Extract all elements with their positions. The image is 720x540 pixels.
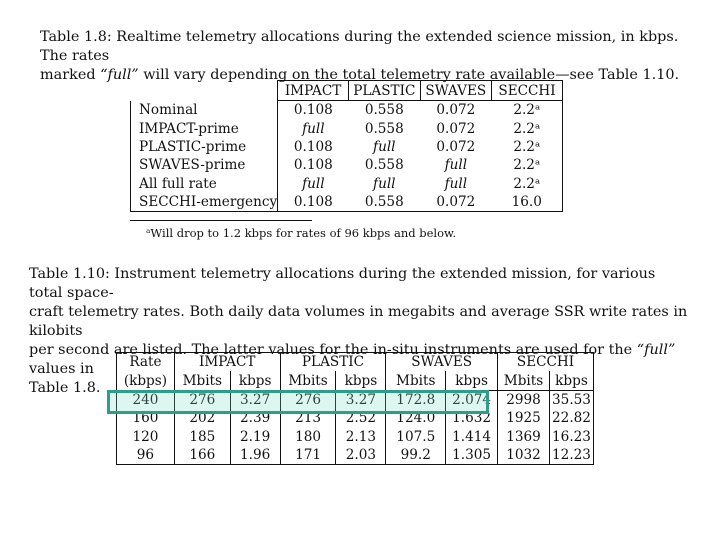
- table-cell: 2.19: [230, 428, 280, 446]
- row-label: All full rate: [131, 175, 278, 193]
- table-cell: 12.23: [552, 447, 591, 464]
- table-cell: 2.2ᵃ: [492, 156, 563, 174]
- table-cell: 0.072: [420, 193, 491, 212]
- table-row: [117, 390, 594, 409]
- caption-line: craft telemetry rates. Both daily data volumes in megabits and average SSR write rates in kilobits: [29, 304, 688, 339]
- table-row: [131, 138, 563, 156]
- caption-emphasis: “full”: [100, 67, 139, 83]
- footnote-rule: [130, 220, 312, 221]
- table-cell: 0.558: [364, 102, 404, 119]
- column-subheader: Mbits: [498, 371, 550, 390]
- table-cell: 2.2ᵃ: [492, 138, 563, 156]
- table-cell: 124.0: [386, 409, 446, 427]
- table-cell: full: [302, 120, 325, 137]
- table-cell: 2.074: [446, 390, 498, 409]
- caption-line: Table 1.8: Realtime telemetry allocations during the extended science mission, in kbps. The rates: [40, 29, 679, 64]
- table-cell: 276: [280, 390, 336, 409]
- table-cell: 99.2: [386, 446, 446, 465]
- table-cell: 1925: [498, 409, 550, 427]
- column-header: IMPACT: [278, 81, 349, 101]
- column-subheader: kbps: [230, 371, 280, 390]
- table-row: [131, 119, 563, 137]
- row-label: SWAVES-prime: [131, 156, 278, 174]
- table-cell: 22.82: [552, 410, 591, 427]
- column-group-header: PLASTIC: [280, 353, 386, 372]
- table-1-10: [116, 352, 594, 465]
- table-cell: 2998: [498, 390, 550, 409]
- column-group-header: IMPACT: [174, 353, 280, 372]
- column-subheader: Mbits: [280, 371, 336, 390]
- table-row: [131, 156, 563, 174]
- caption-emphasis: “full”: [636, 342, 676, 358]
- table-cell: 180: [280, 428, 336, 446]
- table-cell: 1369: [498, 428, 550, 446]
- caption-text: marked: [40, 67, 101, 83]
- table-cell: 171: [280, 446, 336, 465]
- column-group-header: SECCHI: [516, 354, 575, 371]
- table-row: [131, 175, 563, 193]
- column-subheader: Mbits: [174, 371, 230, 390]
- column-subheader: Mbits: [386, 371, 446, 390]
- table-cell: 160: [117, 409, 175, 427]
- table-cell: 2.03: [336, 446, 386, 465]
- table-cell: 0.108: [293, 102, 333, 119]
- table-cell: 0.072: [436, 120, 476, 137]
- table-cell: 0.108: [293, 138, 333, 155]
- table-cell: 2.13: [336, 428, 386, 446]
- table-cell: 185: [174, 428, 230, 446]
- row-label: SECCHI-emergency: [131, 193, 278, 212]
- table-1-8: [130, 80, 563, 212]
- table-cell: 1.632: [446, 409, 498, 427]
- header-blank-cell: [131, 81, 278, 101]
- table-cell: 166: [174, 446, 230, 465]
- caption-text: values in: [29, 361, 94, 377]
- table-row: [117, 446, 594, 465]
- column-header: SECCHI: [492, 81, 563, 101]
- table-cell: 107.5: [386, 428, 446, 446]
- table-cell: 0.108: [278, 193, 349, 212]
- caption-text: per second are listed. The latter values for the in-situ instruments are used for the: [29, 342, 637, 358]
- table-cell: full: [373, 138, 396, 155]
- table-row: [117, 409, 594, 427]
- column-subheader: kbps: [549, 371, 593, 390]
- table-cell: 1.414: [446, 428, 498, 446]
- table-cell: 276: [174, 390, 230, 409]
- table-subheader-row: [117, 371, 594, 390]
- table-cell: full: [302, 175, 325, 192]
- table-1-8-caption: [40, 28, 680, 85]
- table-cell: full: [373, 175, 396, 192]
- table-cell: 120: [117, 428, 175, 446]
- table-cell: 0.558: [348, 193, 420, 212]
- table-cell: full: [444, 175, 468, 192]
- table-cell: full: [444, 157, 468, 174]
- table-cell: 202: [174, 409, 230, 427]
- table-cell: 1.96: [230, 446, 280, 465]
- table-cell: 0.072: [436, 138, 476, 155]
- caption-line: Table 1.8.: [29, 380, 101, 396]
- table-row: [117, 428, 594, 446]
- table-cell: 3.27: [336, 390, 386, 409]
- table-cell: 2.2ᵃ: [492, 175, 563, 193]
- column-subheader: kbps: [336, 371, 386, 390]
- caption-text: will vary depending on the total telemetry rate available—see Table 1.10.: [138, 67, 680, 83]
- table-cell: 96: [117, 446, 175, 465]
- table-cell: 35.53: [552, 391, 591, 408]
- column-header: Rate: [117, 353, 175, 372]
- column-subheader: (kbps): [117, 371, 175, 390]
- table-cell: 2.52: [336, 409, 386, 427]
- table-footnote: ᵃWill drop to 1.2 kbps for rates of 96 kbps and below.: [146, 226, 457, 240]
- table-cell: 0.558: [364, 157, 404, 174]
- table-cell: 172.8: [386, 390, 446, 409]
- column-group-header: SWAVES: [386, 353, 498, 372]
- table-cell: 2.2ᵃ: [492, 119, 563, 137]
- table-cell: 2.2ᵃ: [492, 101, 563, 120]
- table-row: [131, 193, 563, 212]
- table-cell: 1.305: [446, 446, 498, 465]
- table-cell: 240: [117, 390, 175, 409]
- table-cell: 0.108: [293, 157, 333, 174]
- table-cell: 213: [280, 409, 336, 427]
- column-header: PLASTIC: [348, 81, 420, 101]
- table-header-row: [117, 353, 594, 372]
- row-label: Nominal: [131, 101, 278, 120]
- row-label: IMPACT-prime: [131, 119, 278, 137]
- table-cell: 0.072: [436, 102, 476, 119]
- row-label: PLASTIC-prime: [131, 138, 278, 156]
- column-subheader: kbps: [446, 371, 498, 390]
- table-header-row: [131, 81, 563, 101]
- table-cell: 2.39: [230, 409, 280, 427]
- table-cell: 16.0: [492, 193, 563, 212]
- table-cell: 0.558: [364, 120, 404, 137]
- table-cell: 1032: [498, 446, 550, 465]
- column-header: SWAVES: [420, 81, 491, 101]
- caption-line: Table 1.10: Instrument telemetry allocations during the extended mission, for various total space-: [29, 266, 656, 301]
- table-cell: 16.23: [552, 428, 591, 445]
- table-row: [131, 101, 563, 120]
- table-cell: 3.27: [230, 390, 280, 409]
